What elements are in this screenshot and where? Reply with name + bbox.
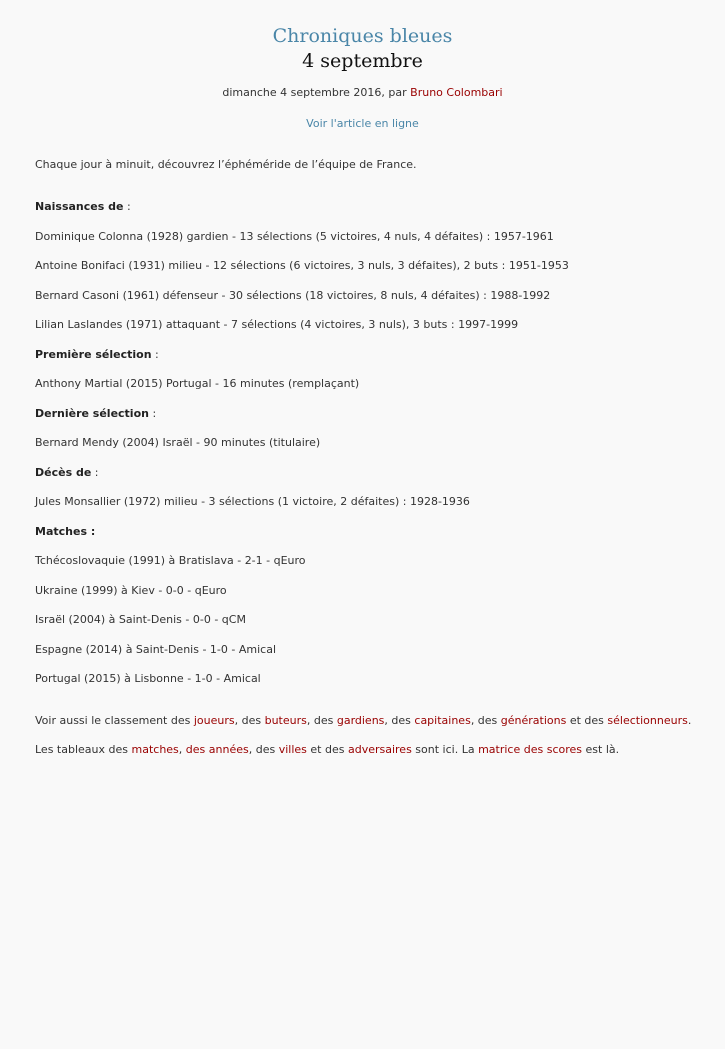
list-item: Portugal (2015) à Lisbonne - 1-0 - Amical [35,672,261,685]
link-matches[interactable]: matches [131,743,179,756]
site-title: Chroniques bleues [272,25,453,47]
see-also-tables: Les tableaux des matches, des années, des villes et des adversaires sont ici. La matrice des scores est là. [35,743,620,756]
article-header [0,25,725,130]
section-matches [35,525,695,539]
section-title: Dernière sélection [35,406,149,420]
section-premiere-selection: Première sélection : [35,347,159,361]
link-annees[interactable]: des années [185,743,249,756]
link-joueurs[interactable]: joueurs [193,713,235,727]
list-item: Lilian Laslandes (1971) attaquant - 7 sélections (4 victoires, 3 nuls), 3 buts : 1997-1999 [35,318,519,331]
section-title: Naissances de [35,200,124,213]
section-title: Décès de [35,465,92,479]
section-title: Première sélection [35,347,152,361]
link-matrice-scores[interactable]: matrice des scores [478,743,583,756]
byline [0,86,725,99]
online-article-link[interactable]: Voir l'article en ligne [306,117,419,130]
byline-date: dimanche 4 septembre 2016, par [222,86,411,99]
link-selectionneurs[interactable]: sélectionneurs [607,713,688,727]
list-item: Ukraine (1999) à Kiev - 0-0 - qEuro [35,583,227,597]
link-buteurs[interactable]: buteurs [264,713,307,727]
list-item: Antoine Bonifaci (1931) milieu - 12 sélections (6 victoires, 3 nuls, 3 défaites), 2 buts : 1951-1953 [35,259,569,272]
link-villes[interactable]: villes [278,743,307,756]
link-gardiens[interactable]: gardiens [336,713,385,727]
list-item: Dominique Colonna (1928) gardien - 13 sélections (5 victoires, 4 nuls, 4 défaites) : 1957-1961 [35,229,554,243]
section-title: Matches : [35,524,96,538]
list-item: Israël (2004) à Saint-Denis - 0-0 - qCM [35,613,246,626]
section-deces: Décès de : [35,465,99,479]
list-item: Bernard Mendy (2004) Israël - 90 minutes (titulaire) [35,436,321,449]
list-item: Jules Monsallier (1972) milieu - 3 sélections (1 victoire, 2 défaites) : 1928-1936 [35,495,470,508]
section-naissances: Naissances de : [35,200,131,213]
list-item: Espagne (2014) à Saint-Denis - 1-0 - Amical [35,642,276,656]
article-title: 4 septembre [302,50,423,72]
list-item: Bernard Casoni (1961) défenseur - 30 sélections (18 victoires, 8 nuls, 4 défaites) : 1988-1992 [35,288,551,302]
link-adversaires[interactable]: adversaires [347,743,412,756]
article-body [35,158,695,773]
see-also-rankings: Voir aussi le classement des joueurs, des buteurs, des gardiens, des capitaines, des générations et des sélectionneurs. [35,713,692,727]
list-item: Anthony Martial (2015) Portugal - 16 minutes (remplaçant) [35,377,360,390]
link-generations[interactable]: générations [500,713,567,727]
list-item: Tchécoslovaquie (1991) à Bratislava - 2-1 - qEuro [35,554,306,567]
author-link[interactable]: Bruno Colombari [410,86,503,99]
intro-text: Chaque jour à minuit, découvrez l’éphéméride de l’équipe de France. [35,158,417,171]
section-derniere-selection: Dernière sélection : [35,406,157,420]
link-capitaines[interactable]: capitaines [414,713,471,727]
